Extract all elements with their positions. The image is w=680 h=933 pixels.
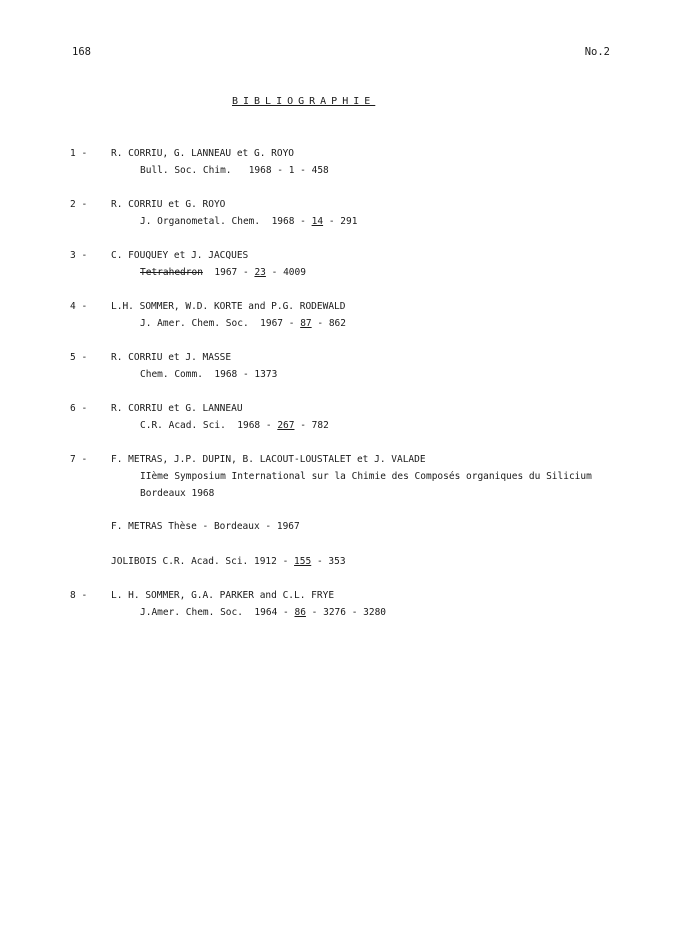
reference-number: 1 - bbox=[70, 148, 88, 159]
reference-journal: J.Amer. Chem. Soc. bbox=[140, 607, 243, 618]
reference-pages: - 782 bbox=[300, 420, 329, 431]
reference-authors: C. FOUQUEY et J. JACQUES bbox=[111, 250, 249, 261]
reference-citation: 1968 - 1373 bbox=[214, 369, 278, 380]
reference-authors: L.H. SOMMER, W.D. KORTE and P.G. RODEWALD bbox=[111, 301, 346, 312]
reference-volume: 23 bbox=[254, 267, 266, 278]
reference-volume: 86 bbox=[294, 607, 306, 618]
reference-source bbox=[140, 420, 329, 431]
reference-journal: J. Amer. Chem. Soc. bbox=[140, 318, 249, 329]
reference-subentry: F. METRAS Thèse - Bordeaux - 1967 bbox=[111, 521, 300, 532]
reference-journal: Tetrahedron bbox=[140, 267, 203, 278]
reference-volume: 87 bbox=[300, 318, 312, 329]
reference-number: 6 - bbox=[70, 403, 88, 414]
reference-pages: - 291 bbox=[328, 216, 358, 227]
reference-number: 5 - bbox=[70, 352, 88, 363]
reference-journal: Chem. Comm. bbox=[140, 369, 203, 380]
issue-number: No.2 bbox=[584, 46, 610, 58]
reference-authors: R. CORRIU et G. ROYO bbox=[111, 199, 226, 210]
reference-subentry bbox=[111, 556, 346, 567]
reference-volume: 14 bbox=[311, 216, 324, 227]
reference-year: 1967 - bbox=[260, 318, 295, 329]
reference-volume: 155 bbox=[294, 556, 312, 567]
reference-year: 1968 - bbox=[237, 420, 272, 431]
reference-source bbox=[140, 216, 357, 227]
reference-number: 4 - bbox=[70, 301, 88, 312]
reference-pages: - 862 bbox=[317, 318, 346, 329]
reference-authors: R. CORRIU et J. MASSE bbox=[111, 352, 232, 363]
reference-source bbox=[140, 318, 346, 329]
reference-year: 1968 - bbox=[271, 216, 306, 227]
reference-citation: JOLIBOIS C.R. Acad. Sci. 1912 - bbox=[111, 556, 289, 567]
reference-source bbox=[140, 607, 386, 618]
reference-number: 8 - bbox=[70, 590, 88, 601]
reference-location: Bordeaux 1968 bbox=[140, 488, 215, 499]
reference-number: 7 - bbox=[70, 454, 88, 465]
reference-number: 3 - bbox=[70, 250, 88, 261]
reference-authors: R. CORRIU, G. LANNEAU et G. ROYO bbox=[111, 148, 295, 159]
reference-pages: - 353 bbox=[316, 556, 346, 567]
reference-number: 2 - bbox=[70, 199, 88, 210]
page-number: 168 bbox=[72, 46, 91, 58]
reference-source: IIème Symposium International sur la Chimie des Composés organiques du Silicium bbox=[140, 471, 592, 482]
reference-journal: Bull. Soc. Chim. bbox=[140, 165, 232, 176]
reference-source bbox=[140, 267, 306, 278]
reference-authors: L. H. SOMMER, G.A. PARKER and C.L. FRYE bbox=[111, 590, 335, 601]
reference-authors: R. CORRIU et G. LANNEAU bbox=[111, 403, 243, 414]
reference-pages: - 4009 bbox=[271, 267, 306, 278]
reference-journal: J. Organometal. Chem. bbox=[140, 216, 261, 227]
reference-volume: 267 bbox=[277, 420, 295, 431]
reference-year: 1967 - bbox=[214, 267, 249, 278]
reference-source bbox=[140, 165, 329, 176]
reference-journal: C.R. Acad. Sci. bbox=[140, 420, 226, 431]
reference-pages: - 3276 - 3280 bbox=[311, 607, 387, 618]
reference-citation: 1968 - 1 - 458 bbox=[248, 165, 329, 176]
reference-year: 1964 - bbox=[254, 607, 289, 618]
reference-source bbox=[140, 369, 277, 380]
section-title: BIBLIOGRAPHIE bbox=[232, 96, 376, 107]
reference-authors: F. METRAS, J.P. DUPIN, B. LACOUT-LOUSTALET et J. VALADE bbox=[111, 454, 426, 465]
